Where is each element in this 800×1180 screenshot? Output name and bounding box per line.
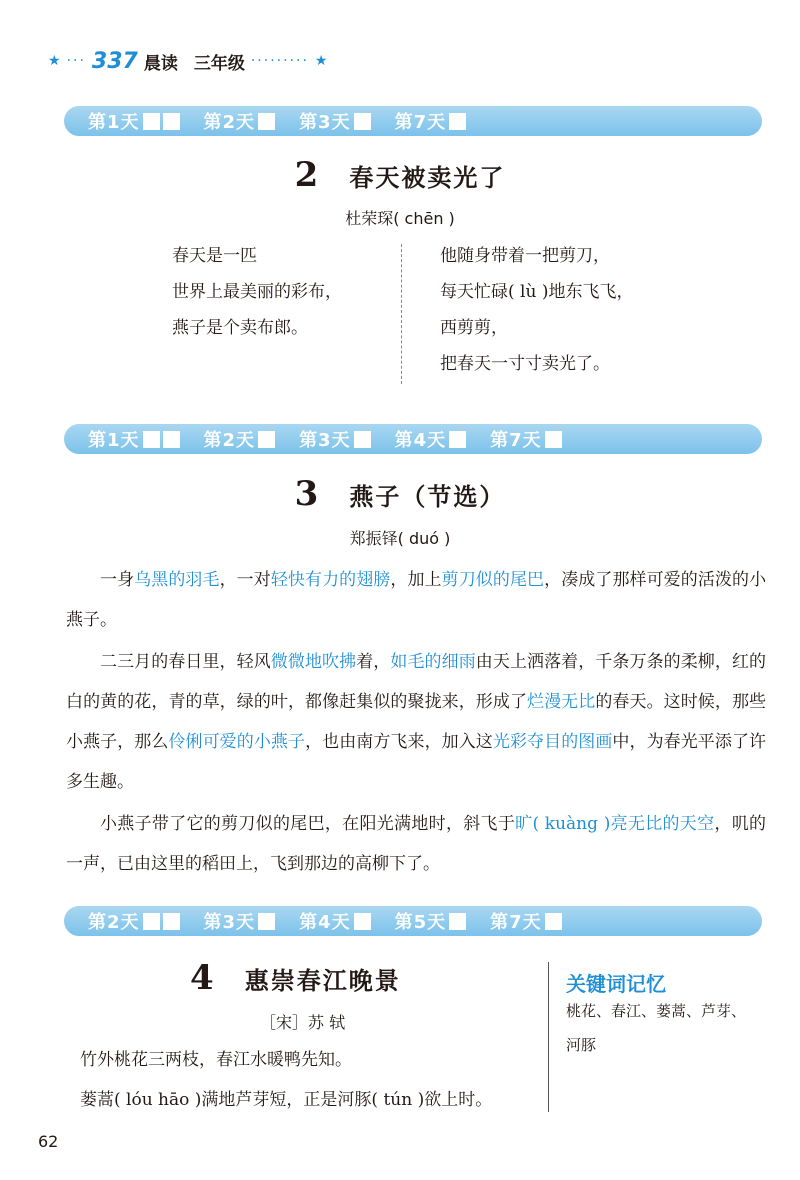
- checkbox[interactable]: [545, 913, 562, 930]
- page-number: 62: [38, 1132, 59, 1151]
- checkbox[interactable]: [449, 113, 466, 130]
- poem-line: 西剪剪，: [440, 318, 508, 338]
- checkbox[interactable]: [258, 913, 275, 930]
- checkbox[interactable]: [143, 913, 160, 930]
- poem-line: 他随身带着一把剪刀，: [440, 246, 610, 266]
- section-title: 春天被卖光了: [349, 163, 506, 192]
- text-run: 由天上洒落着，千条万条的柔柳，红的白的黄的花，青的草，绿的叶，都像赶集似的聚拢来，形成了: [66, 652, 767, 712]
- schedule-day: 第7天: [395, 108, 467, 134]
- brand-logo: 337: [91, 48, 138, 74]
- section-number: 3: [294, 474, 319, 514]
- poem-body: [80, 1040, 492, 1120]
- poem-left-column: [172, 238, 342, 346]
- highlighted-phrase: 伶俐可爱的小燕子: [168, 732, 306, 752]
- reading-schedule-bar: [64, 424, 762, 454]
- checkbox[interactable]: [354, 113, 371, 130]
- text-run: ，加上: [390, 570, 442, 590]
- section-author: 杜荣琛( chēn ): [345, 209, 455, 228]
- reading-schedule-bar: [64, 106, 762, 136]
- text-run: 中，为春光平添了许多生趣。: [66, 732, 767, 792]
- prose-body: [66, 560, 766, 886]
- star-icon: ★: [48, 53, 61, 69]
- checkbox[interactable]: [354, 431, 371, 448]
- poem-line: 蒌蒿( lóu hāo )满地芦芽短，正是河豚( tún )欲上时。: [80, 1090, 493, 1110]
- reading-schedule-bar: [64, 906, 762, 936]
- schedule-day: 第2天: [204, 426, 276, 452]
- highlighted-phrase: 烂漫无比: [527, 692, 596, 712]
- schedule-day: 第2天: [88, 908, 180, 934]
- section-2-heading: [0, 155, 800, 195]
- checkbox[interactable]: [545, 431, 562, 448]
- highlighted-phrase: 剪刀似的尾巴: [441, 570, 545, 590]
- schedule-day: 第3天: [204, 908, 276, 934]
- text-run: 着，: [356, 652, 391, 672]
- schedule-day: 第7天: [490, 426, 562, 452]
- checkbox[interactable]: [143, 113, 160, 130]
- text-run: ，一对: [219, 570, 271, 590]
- schedule-day: 第7天: [490, 908, 562, 934]
- schedule-day: 第2天: [204, 108, 276, 134]
- highlighted-phrase: 微微地吹拂: [270, 652, 357, 672]
- section-title: 燕子（节选）: [349, 482, 506, 511]
- section-4-heading: [190, 958, 401, 998]
- section-number: 2: [294, 155, 319, 195]
- text-run: 二三月的春日里，轻风: [100, 652, 271, 672]
- text-run: 小燕子带了它的剪刀似的尾巴，在阳光满地时，斜飞于: [100, 814, 516, 834]
- poem-right-column: [440, 238, 633, 382]
- dotted-divider: ···: [66, 53, 86, 69]
- checkbox[interactable]: [258, 431, 275, 448]
- checkbox[interactable]: [449, 431, 466, 448]
- paragraph: [66, 642, 766, 802]
- poem-line: 把春天一寸寸卖光了。: [440, 354, 610, 374]
- checkbox[interactable]: [354, 913, 371, 930]
- highlighted-phrase: 乌黑的羽毛: [134, 570, 220, 590]
- checkbox[interactable]: [143, 431, 160, 448]
- section-title: 惠崇春江晚景: [244, 966, 401, 995]
- schedule-day: 第1天: [88, 108, 180, 134]
- text-run: ，也由南方飞来，加入这: [305, 732, 493, 752]
- star-icon: ★: [314, 53, 328, 69]
- highlighted-phrase: 如毛的细雨: [390, 652, 476, 672]
- series-name: 晨读: [143, 53, 178, 74]
- schedule-day: 第5天: [395, 908, 467, 934]
- schedule-day: 第4天: [395, 426, 467, 452]
- checkbox[interactable]: [258, 113, 275, 130]
- page-header: [48, 46, 327, 76]
- checkbox[interactable]: [163, 113, 180, 130]
- highlighted-phrase: 旷( kuàng )亮无比的天空: [515, 814, 715, 834]
- keyword-list: 桃花、春江、蒌蒿、芦芽、河豚: [566, 1002, 747, 1054]
- highlighted-phrase: 光彩夺目的图画: [492, 732, 613, 752]
- dotted-divider: ·········: [250, 53, 309, 69]
- poem-line: 春天是一匹: [172, 246, 257, 266]
- poem-line: 燕子是个卖布郎。: [172, 318, 308, 338]
- section-author: ［宋］苏 轼: [260, 1013, 346, 1032]
- schedule-day: 第3天: [299, 108, 371, 134]
- section-number: 4: [190, 958, 214, 998]
- schedule-day: 第4天: [299, 908, 371, 934]
- highlighted-phrase: 轻快有力的翅膀: [270, 570, 391, 590]
- checkbox[interactable]: [163, 913, 180, 930]
- schedule-day: 第1天: [88, 426, 180, 452]
- sidebar-divider: [548, 962, 549, 1112]
- checkbox[interactable]: [163, 431, 180, 448]
- poem-line: 世界上最美丽的彩布，: [172, 282, 342, 302]
- dashed-divider: [401, 244, 402, 384]
- paragraph: [66, 804, 766, 884]
- text-run: ，叽的一声，已由这里的稻田上，飞到那边的高柳下了。: [66, 814, 767, 874]
- poem-line: 每天忙碌( lù )地东飞飞，: [440, 282, 634, 302]
- section-author: 郑振铎( duó ): [349, 529, 451, 548]
- keyword-memory-title: 关键词记忆: [566, 972, 666, 996]
- grade-label: 三年级: [193, 53, 245, 74]
- paragraph: [66, 560, 766, 640]
- poem-line: 竹外桃花三两枝，春江水暖鸭先知。: [80, 1050, 352, 1070]
- schedule-day: 第3天: [299, 426, 371, 452]
- text-run: 的春天。这时候，那些小燕子，那么: [66, 692, 767, 752]
- checkbox[interactable]: [449, 913, 466, 930]
- section-3-heading: [0, 474, 800, 514]
- text-run: 一身: [100, 570, 135, 590]
- text-run: ，凑成了那样可爱的活泼的小燕子。: [66, 570, 767, 630]
